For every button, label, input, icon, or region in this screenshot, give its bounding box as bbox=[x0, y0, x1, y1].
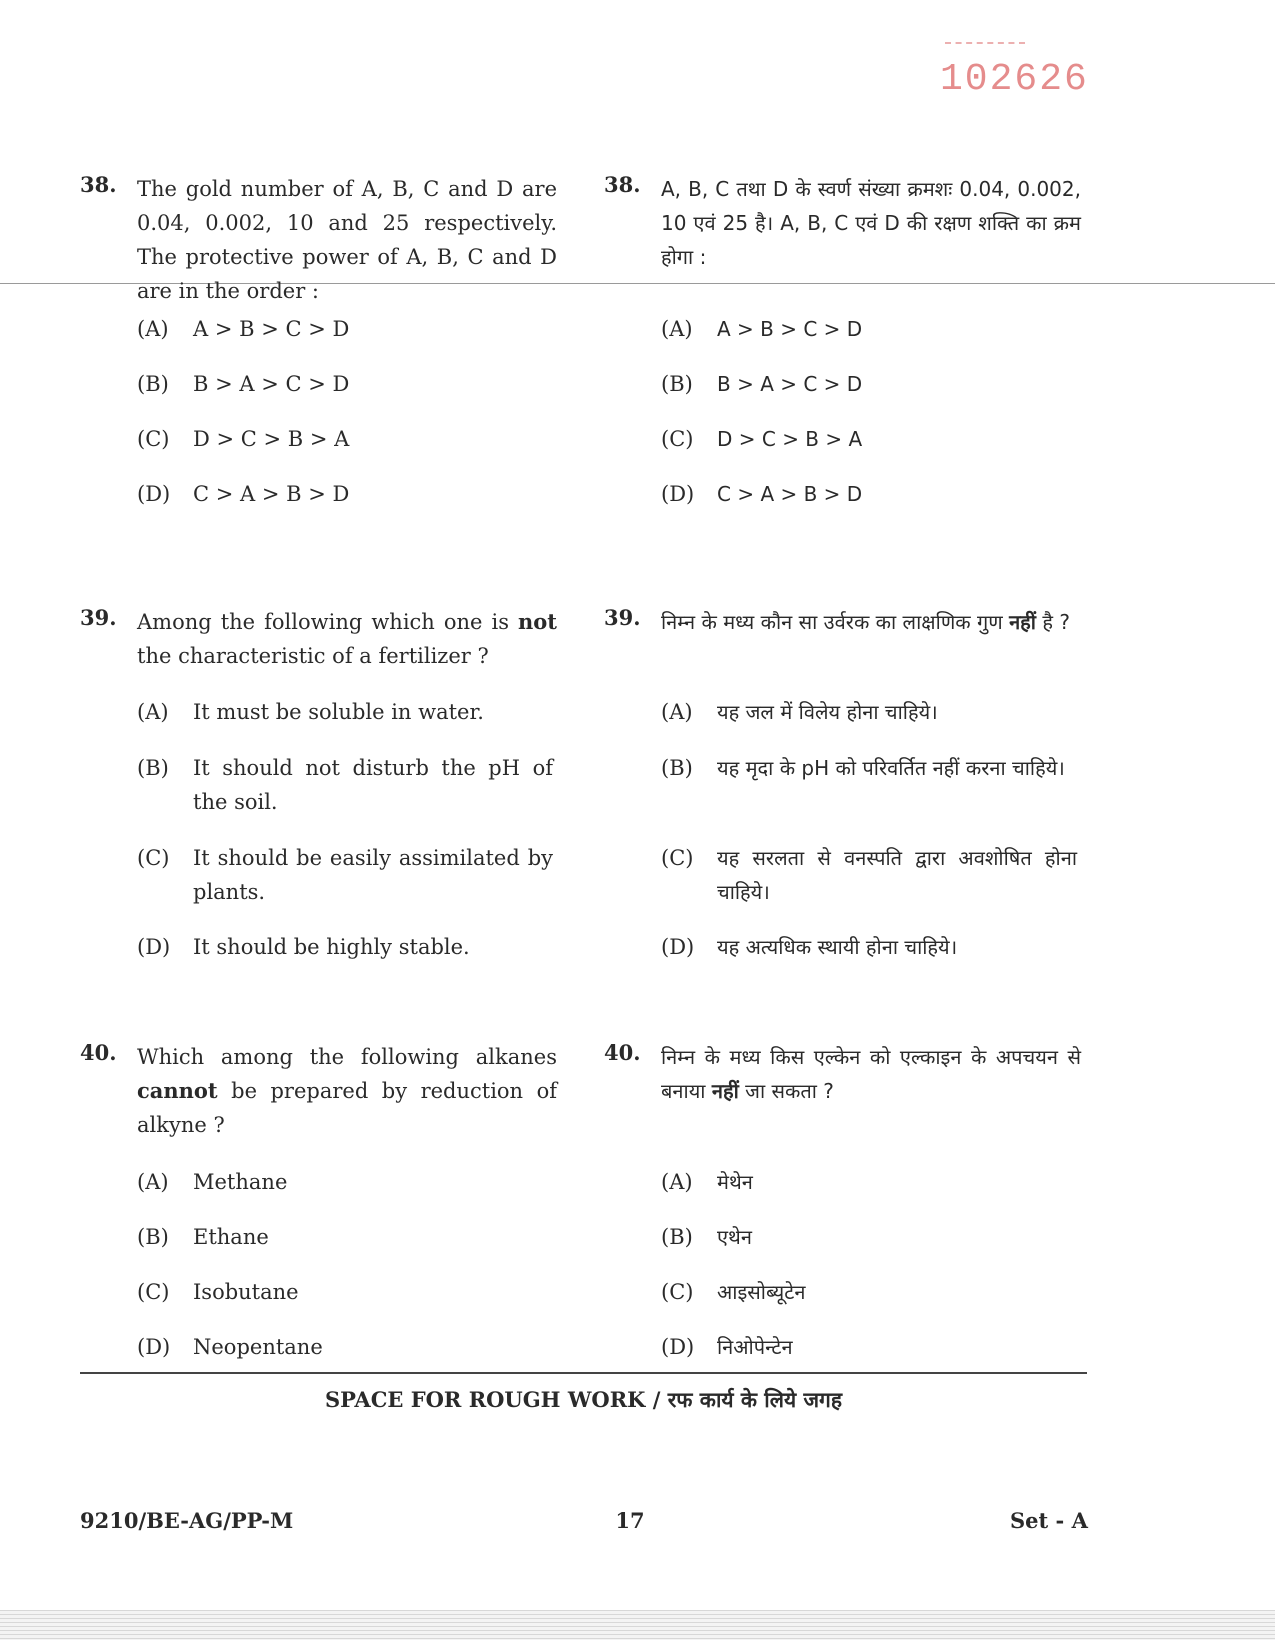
question-text: निम्न के मध्य किस एल्केन को एल्काइन के अपचयन से बनाया नहीं जा सकता ? bbox=[661, 1045, 1081, 1103]
question-text: The gold number of A, B, C and D are 0.04, 0.002, 10 and 25 respectively. The protective power of A, B, C and D are in the order : bbox=[137, 177, 557, 303]
option-label: (A) bbox=[661, 1170, 693, 1194]
option-label: (D) bbox=[661, 935, 695, 959]
option-text: It should be highly stable. bbox=[193, 935, 470, 959]
question-number: 40. bbox=[80, 1040, 117, 1065]
option-text: C > A > B > D bbox=[717, 482, 863, 506]
option-label: (B) bbox=[137, 372, 169, 396]
option-label: (A) bbox=[137, 1170, 169, 1194]
option-text: आइसोब्यूटेन bbox=[717, 1280, 806, 1304]
option-label: (B) bbox=[137, 1225, 169, 1249]
question-number: 39. bbox=[604, 605, 641, 630]
option-label: (A) bbox=[661, 317, 693, 341]
option-text: एथेन bbox=[717, 1225, 752, 1249]
option-label: (D) bbox=[661, 482, 695, 506]
option-text: A > B > C > D bbox=[717, 317, 863, 341]
question-number: 39. bbox=[80, 605, 117, 630]
option-text: B > A > C > D bbox=[193, 372, 350, 396]
option-text: निओपेन्टेन bbox=[717, 1335, 793, 1359]
option-label: (D) bbox=[137, 482, 171, 506]
option-label: (B) bbox=[661, 756, 693, 780]
option-text: Neopentane bbox=[193, 1335, 323, 1359]
serial-number: 102626 bbox=[940, 58, 1089, 101]
option-text: मेथेन bbox=[717, 1170, 753, 1194]
option-label: (D) bbox=[137, 1335, 171, 1359]
rough-work-divider bbox=[80, 1372, 1087, 1374]
question-number: 38. bbox=[80, 172, 117, 197]
option-label: (D) bbox=[661, 1335, 695, 1359]
option-text: It should not disturb the pH of the soil. bbox=[193, 756, 553, 814]
option-label: (A) bbox=[661, 700, 693, 724]
option-text: A > B > C > D bbox=[193, 317, 350, 341]
option-label: (B) bbox=[137, 756, 169, 780]
option-label: (C) bbox=[137, 846, 170, 870]
option-text: Ethane bbox=[193, 1225, 269, 1249]
option-text: यह मृदा के pH को परिवर्तित नहीं करना चाहिये। bbox=[717, 756, 1065, 780]
option-text: यह सरलता से वनस्पति द्वारा अवशोषित होना चाहिये। bbox=[717, 846, 1077, 904]
option-label: (C) bbox=[661, 846, 694, 870]
question-text: निम्न के मध्य कौन सा उर्वरक का लाक्षणिक गुण नहीं है ? bbox=[661, 610, 1070, 634]
question-number: 40. bbox=[604, 1040, 641, 1065]
option-text: Methane bbox=[193, 1170, 288, 1194]
option-text: D > C > B > A bbox=[717, 427, 863, 451]
rough-work-heading: SPACE FOR ROUGH WORK / रफ कार्य के लिये जगह bbox=[324, 1387, 843, 1412]
option-text: It must be soluble in water. bbox=[193, 700, 484, 724]
option-label: (C) bbox=[661, 427, 694, 451]
question-text: Among the following which one is not the characteristic of a fertilizer ? bbox=[137, 609, 557, 668]
option-text: B > A > C > D bbox=[717, 372, 863, 396]
option-label: (A) bbox=[137, 700, 169, 724]
page-number: 17 bbox=[615, 1508, 645, 1533]
serial-stamp-dash bbox=[945, 42, 1025, 46]
question-text: Which among the following alkanes cannot be prepared by reduction of alkyne ? bbox=[137, 1045, 557, 1137]
option-label: (C) bbox=[661, 1280, 694, 1304]
option-text: D > C > B > A bbox=[193, 427, 350, 451]
paper-code: 9210/BE-AG/PP-M bbox=[80, 1508, 294, 1533]
option-text: C > A > B > D bbox=[193, 482, 350, 506]
scan-edge-band bbox=[0, 1610, 1275, 1640]
set-label: Set - A bbox=[1010, 1508, 1088, 1533]
option-label: (C) bbox=[137, 1280, 170, 1304]
option-text: यह जल में विलेय होना चाहिये। bbox=[717, 700, 938, 724]
option-label: (B) bbox=[661, 372, 693, 396]
option-label: (D) bbox=[137, 935, 171, 959]
question-text: A, B, C तथा D के स्वर्ण संख्या क्रमशः 0.04, 0.002, 10 एवं 25 है। A, B, C एवं D की रक्षण शक्ति का क्रम होगा : bbox=[661, 177, 1081, 269]
option-text: It should be easily assimilated by plants. bbox=[193, 846, 553, 904]
option-label: (A) bbox=[137, 317, 169, 341]
option-text: Isobutane bbox=[193, 1280, 299, 1304]
option-text: यह अत्यधिक स्थायी होना चाहिये। bbox=[717, 935, 958, 959]
question-number: 38. bbox=[604, 172, 641, 197]
option-label: (C) bbox=[137, 427, 170, 451]
option-label: (B) bbox=[661, 1225, 693, 1249]
